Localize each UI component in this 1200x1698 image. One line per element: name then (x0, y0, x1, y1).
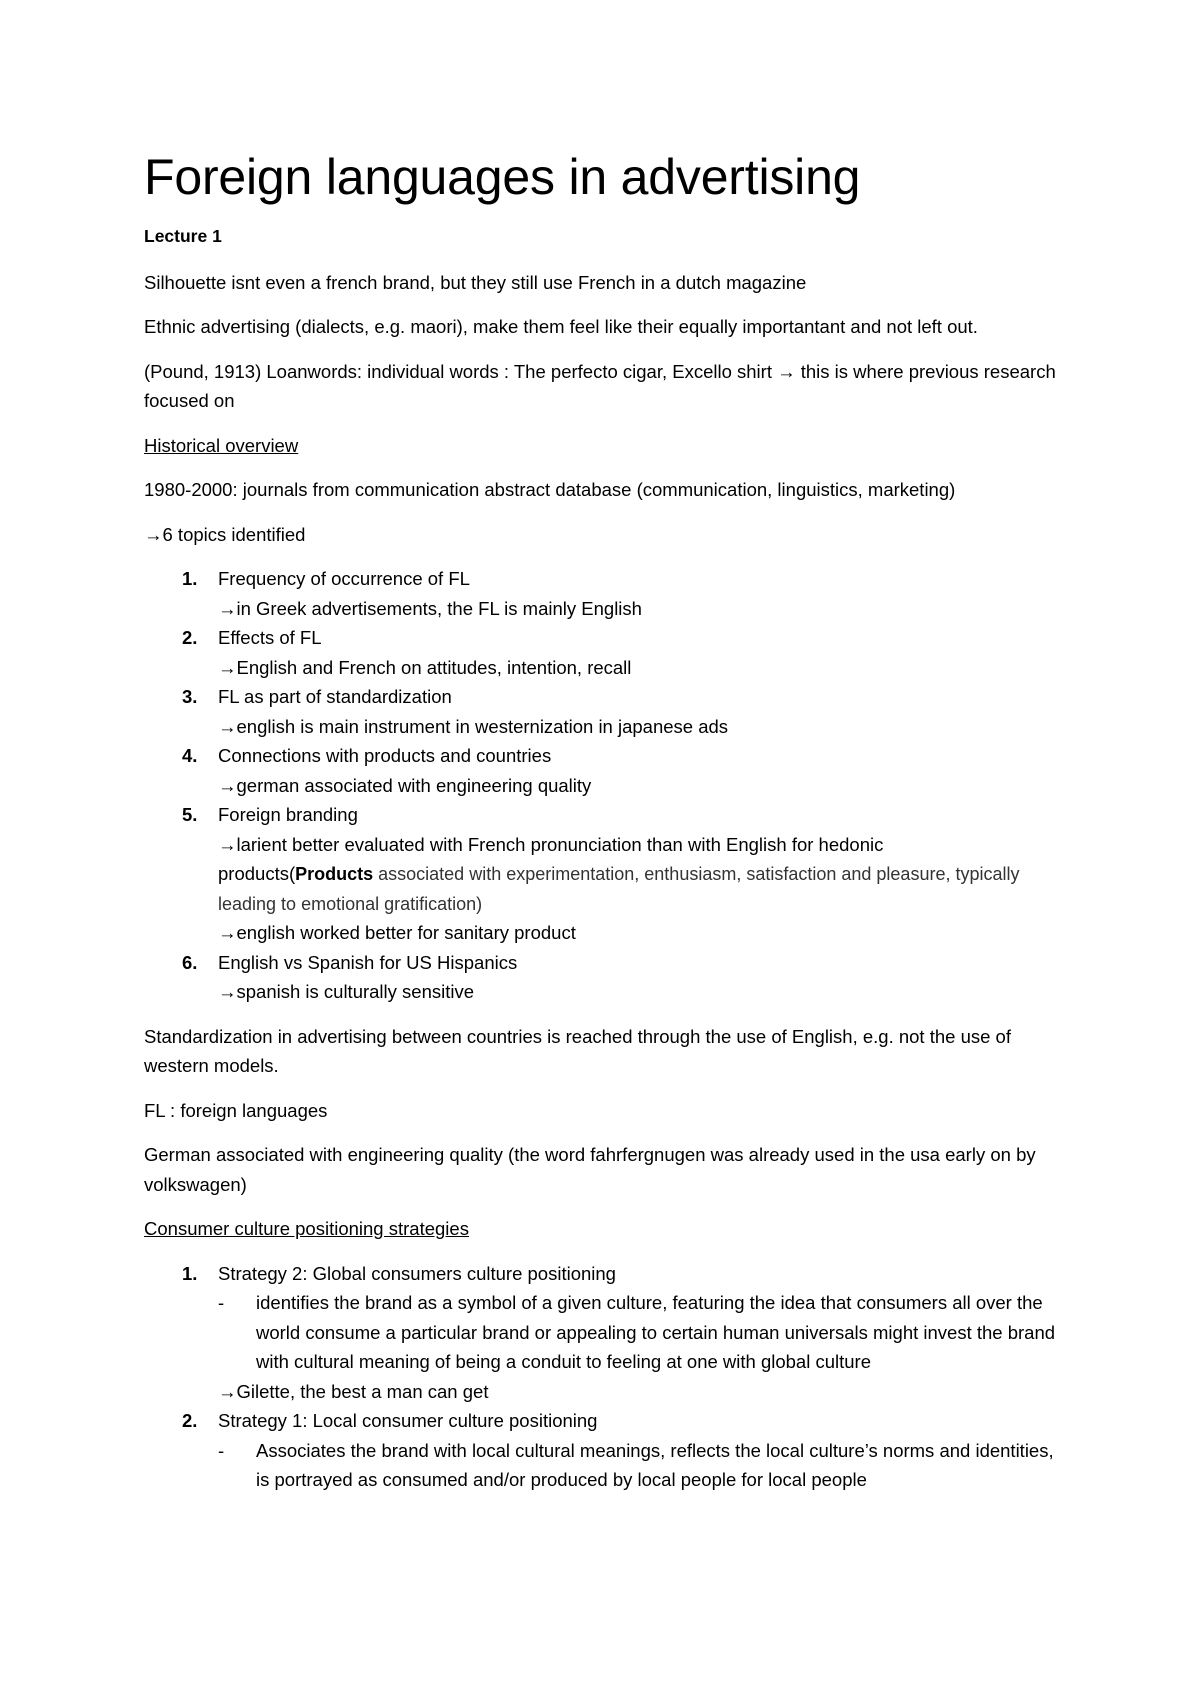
section-heading-historical-overview: Historical overview (144, 434, 299, 456)
list-item-heading: Effects of FL (218, 627, 322, 648)
list-number: 5. (182, 804, 198, 825)
list-item (144, 682, 1064, 741)
products-definition: associated with experimentation, enthusiasm, satisfaction and pleasure, typically leading to emotional gratification) (218, 864, 1020, 914)
list-item (144, 800, 1064, 948)
list-item (144, 1259, 1064, 1407)
strategy-detail: Associates the brand with local cultural meanings, reflects the local culture’s norms and identities, is portrayed as consumed and/or produced by local people for local people (256, 1439, 1054, 1490)
list-number: 2. (182, 627, 198, 648)
list-item (144, 741, 1064, 800)
list-number: 4. (182, 745, 198, 766)
paragraph-topics-identified: →6 topics identified (144, 523, 306, 545)
list-item-heading: Strategy 2: Global consumers culture positioning (218, 1262, 616, 1284)
dash-item (218, 1288, 1064, 1377)
paragraph-standardization: Standardization in advertising between countries is reached through the use of English, e.g. not the use of western models. (144, 1025, 1011, 1076)
list-item (144, 948, 1064, 1007)
document-body (144, 148, 1064, 1510)
list-number: 2. (182, 1410, 198, 1431)
list-item-detail: →English and French on attitudes, intention, recall (218, 656, 632, 678)
list-item (144, 564, 1064, 623)
dash-item (218, 1436, 1064, 1495)
list-number: 3. (182, 686, 198, 707)
strategies-list (144, 1259, 1064, 1495)
list-item (144, 623, 1064, 682)
paragraph-silhouette: Silhouette isnt even a french brand, but they still use French in a dutch magazine (144, 271, 807, 293)
list-item-heading: FL as part of standardization (218, 686, 452, 707)
list-item-heading: Frequency of occurrence of FL (218, 568, 470, 589)
paragraph-fl-definition: FL : foreign languages (144, 1099, 328, 1121)
paragraph-loanwords: (Pound, 1913) Loanwords: individual words : The perfecto cigar, Excello shirt → this is where previous research focused on (144, 360, 1056, 411)
section-heading-consumer-culture: Consumer culture positioning strategies (144, 1218, 469, 1239)
list-item-detail-continued (218, 859, 1064, 918)
list-item-detail: →in Greek advertisements, the FL is mainly English (218, 597, 642, 619)
document-title: Foreign languages in advertising (144, 149, 861, 205)
strategy-example: →Gilette, the best a man can get (218, 1380, 489, 1402)
list-item-detail: →english is main instrument in westernization in japanese ads (218, 715, 729, 737)
list-item-heading: Foreign branding (218, 804, 358, 825)
lecture-heading: Lecture 1 (144, 226, 222, 246)
list-item-detail: →german associated with engineering quality (218, 774, 592, 796)
list-number: 1. (182, 568, 198, 589)
strategy-detail: identifies the brand as a symbol of a given culture, featuring the idea that consumers all over the world consume a particular brand or appealing to certain human universals might invest the brand with cultural meaning of being a conduit to feeling at one with global culture (256, 1292, 1056, 1372)
paragraph-german-engineering: German associated with engineering quality (the word fahrfergnugen was already used in the usa early on by volkswagen) (144, 1144, 1036, 1195)
topics-list (144, 564, 1064, 1007)
dash-bullet: - (218, 1439, 225, 1461)
list-item-detail: →spanish is culturally sensitive (218, 981, 475, 1002)
dash-bullet: - (218, 1292, 225, 1313)
paragraph-journals: 1980-2000: journals from communication abstract database (communication, linguistics, marketing) (144, 479, 956, 500)
products-definition-term: Products (295, 864, 374, 884)
list-number: 6. (182, 951, 198, 973)
list-item-heading: English vs Spanish for US Hispanics (218, 951, 518, 973)
products-prefix: products( (218, 863, 296, 884)
list-item-detail: →larient better evaluated with French pronunciation than with English for hedonic (218, 833, 884, 855)
list-item-heading: Strategy 1: Local consumer culture positioning (218, 1410, 598, 1431)
list-item (144, 1406, 1064, 1495)
paragraph-ethnic-advertising: Ethnic advertising (dialects, e.g. maori), make them feel like their equally importantant and not left out. (144, 316, 978, 337)
list-item-detail-sanitary: →english worked better for sanitary product (218, 922, 576, 943)
list-item-heading: Connections with products and countries (218, 745, 552, 766)
list-number: 1. (182, 1262, 198, 1284)
